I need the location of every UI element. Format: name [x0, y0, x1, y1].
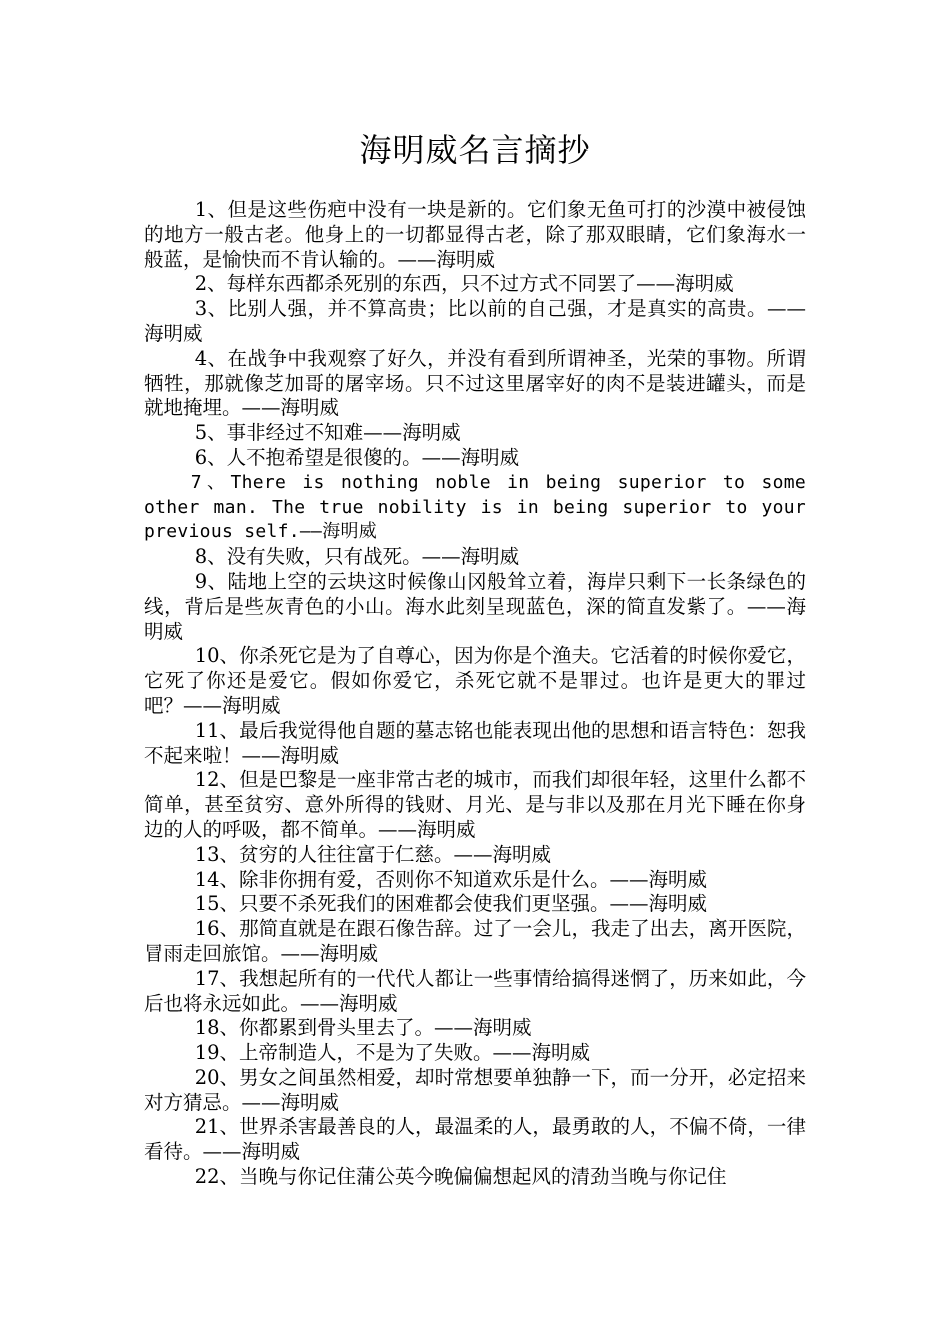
- quote-item-4: 4、在战争中我观察了好久，并没有看到所谓神圣，光荣的事物。所谓牺牲，那就像芝加哥的屠宰场。只不过这里屠宰好的肉不是装进罐头，而是就地掩埋。——海明威: [144, 346, 806, 420]
- quote-item-16: 16、那简直就是在跟石像告辞。过了一会儿，我走了出去，离开医院，冒雨走回旅馆。——海明威: [144, 917, 806, 965]
- quote-item-13: 13、贫穷的人往往富于仁慈。——海明威: [194, 842, 552, 866]
- quote-item-12: 12、但是巴黎是一座非常古老的城市，而我们却很年轻，这里什么都不简单，甚至贫穷、意外所得的钱财、月光、是与非以及那在月光下睡在你身边的人的呼吸，都不简单。——海明威: [144, 768, 806, 841]
- quote-item-21: 21、世界杀害最善良的人，最温柔的人，最勇敢的人，不偏不倚，一律看待。——海明威: [144, 1115, 806, 1164]
- quote-item-14: 14、除非你拥有爱，否则你不知道欢乐是什么。——海明威: [194, 867, 708, 891]
- quote-item-19: 19、上帝制造人，不是为了失败。——海明威: [194, 1041, 591, 1065]
- quote-item-18: 18、你都累到骨头里去了。——海明威: [194, 1016, 532, 1040]
- quote-item-15: 15、只要不杀死我们的困难都会使我们更坚强。——海明威: [194, 892, 708, 916]
- quote-item-10: 10、你杀死它是为了自尊心，因为你是个渔夫。它活着的时候你爱它，它死了你还是爱它。假如你爱它，杀死它就不是罪过。也许是更大的罪过吧？——海明威: [144, 644, 806, 717]
- page-title: 海明威名言摘抄: [359, 131, 591, 169]
- quote-item-22: 22、当晚与你记住蒲公英今晚偏偏想起风的清劲当晚与你记住: [194, 1165, 727, 1189]
- quote-item-1: 1、但是这些伤疤中没有一块是新的。它们象无鱼可打的沙漠中被侵蚀的地方一般古老。他身上的一切都显得古老，除了那双眼睛，它们象海水一般蓝，是愉快而不肯认输的。——海明威: [144, 198, 806, 271]
- quote-item-6: 6、人不抱希望是很傻的。——海明威: [194, 445, 520, 469]
- quote-item-3: 3、比别人强，并不算高贵；比以前的自己强，才是真实的高贵。——海明威: [144, 297, 806, 345]
- quote-list: [144, 198, 806, 1190]
- quote-item-2: 2、每样东西都杀死别的东西，只不过方式不同罢了——海明威: [194, 272, 734, 296]
- quote-item-17: 17、我想起所有的一代代人都让一些事情给搞得迷惘了，历来如此，今后也将永远如此。——海明威: [144, 966, 806, 1015]
- quote-item-8: 8、没有失败，只有战死。——海明威: [194, 545, 520, 569]
- quote-item-9: 9、陆地上空的云块这时候像山冈般耸立着，海岸只剩下一长条绿色的线，背后是些灰青色的小山。海水此刻呈现蓝色，深的简直发紫了。——海明威: [144, 569, 806, 643]
- quote-item-5: 5、事非经过不知难——海明威: [194, 421, 461, 445]
- quote-item-20: 20、男女之间虽然相爱，却时常想要单独静一下，而一分开，必定招来对方猜忌。——海明威: [144, 1065, 806, 1114]
- quote-item-7: 7、There is nothing noble in being superior to some other man. The true nobility is in being superior to your previous self.——海明威: [144, 471, 806, 543]
- quote-item-11: 11、最后我觉得他自题的墓志铭也能表现出他的思想和语言特色：恕我不起来啦！——海明威: [144, 718, 806, 767]
